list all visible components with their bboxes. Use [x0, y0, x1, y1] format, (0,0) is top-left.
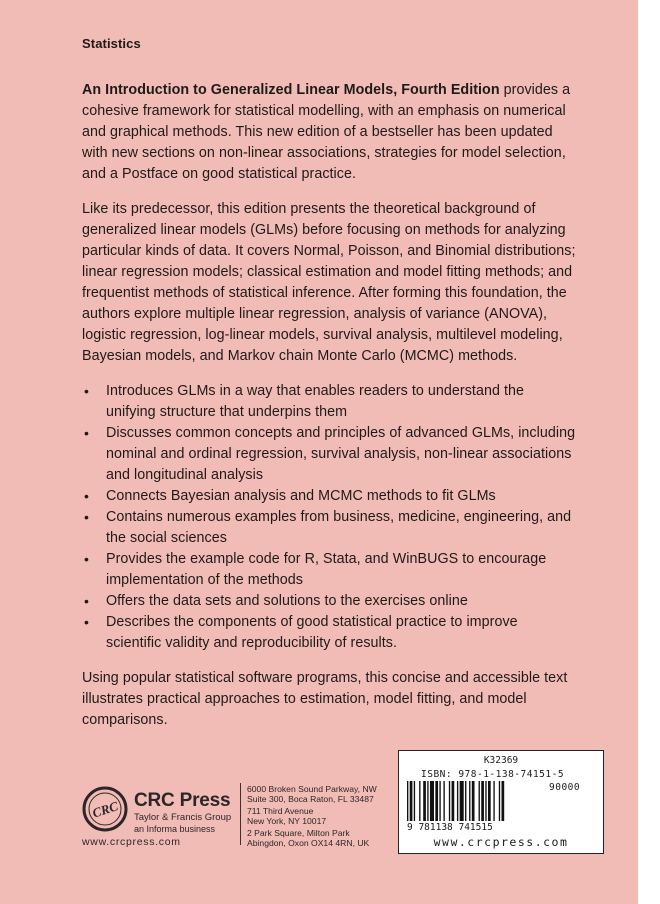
barcode-catalog-code: K32369 — [483, 755, 519, 766]
feature-item: • Contains numerous examples from business, medicine, engineering, and the social sciences — [82, 507, 576, 549]
publisher-url: www.crcpress.com — [82, 836, 181, 848]
barcode-bar — [485, 781, 486, 821]
publisher-divider — [240, 783, 241, 845]
feature-item: • Offers the data sets and solutions to the exercises online — [82, 591, 576, 612]
barcode-price-code: 90000 — [549, 782, 581, 793]
barcode-bar — [499, 781, 500, 821]
barcode-bar — [430, 781, 434, 821]
address-line: Abingdon, Oxon OX14 4RN, UK — [247, 838, 370, 848]
barcode-bar — [493, 781, 494, 821]
book-title: An Introduction to Generalized Linear Models, Fourth Edition — [82, 82, 500, 98]
feature-item: • Introduces GLMs in a way that enables readers to understand the unifying structure that underpins them — [82, 381, 576, 423]
barcode-bar — [414, 781, 415, 821]
publisher-block — [82, 778, 237, 850]
barcode-bar — [419, 781, 420, 821]
feature-item: • Describes the components of good statistical practice to improve scientific validity and reproducibility of results. — [82, 612, 576, 654]
logo-text: CRC — [90, 798, 120, 821]
category-label: Statistics — [82, 36, 141, 51]
barcode-bar — [449, 781, 450, 821]
crc-logo-icon — [82, 786, 128, 832]
address-line: 6000 Broken Sound Parkway, NW — [247, 784, 377, 794]
address-block — [247, 784, 377, 804]
address-line: Suite 300, Boca Raton, FL 33487 — [247, 794, 374, 804]
barcode-bar — [423, 781, 426, 821]
barcode-bar — [427, 781, 428, 821]
barcode-bar — [452, 781, 455, 821]
barcode-bar — [481, 781, 484, 821]
publisher-addresses — [247, 784, 377, 850]
address-block — [247, 806, 377, 826]
publisher-name: CRC Press — [134, 790, 231, 811]
barcode-url: www.crcpress.com — [433, 835, 569, 849]
barcode-bar — [457, 781, 458, 821]
barcode-digits: 9 781138 741515 — [407, 822, 493, 833]
publisher-group: Taylor & Francis Group — [134, 812, 232, 823]
barcode-bar — [407, 781, 408, 821]
barcode-bar — [460, 781, 464, 821]
paragraph-2: Like its predecessor, this edition presents the theoretical background of generalized linear models (GLMs) before focusing on methods for analyzing particular kinds of data. It covers Normal, Poisson, and Binomial distributions; linear regression models; classical estimation and model fitting methods; and frequentist methods of statistical inference. After forming this foundation, the authors explore multiple linear regression, analysis of variance (ANOVA), logistic regression, log-linear models, survival analysis, multilevel modeling, Bayesian models, and Markov chain Monte Carlo (MCMC) methods. — [82, 201, 576, 364]
feature-list — [82, 381, 576, 654]
barcode-bar — [439, 781, 440, 821]
address-line: 711 Third Avenue — [247, 806, 314, 816]
paragraph-3: Using popular statistical software programs, this concise and accessible text illustrates practical approaches to estimation, model fitting, and model comparisons. — [82, 670, 568, 728]
address-line: New York, NY 10017 — [247, 816, 327, 826]
feature-item: • Discusses common concepts and principles of advanced GLMs, including nominal and ordinal regression, survival analysis, non-linear associations and longitudinal analysis — [82, 423, 576, 486]
barcode-bar — [488, 781, 491, 821]
barcode-bar — [479, 781, 480, 821]
barcode-bar — [410, 781, 413, 821]
feature-item: • Provides the example code for R, Stata, and WinBUGS to encourage implementation of the methods — [82, 549, 576, 591]
barcode-bar — [472, 781, 475, 821]
barcode-bars — [407, 781, 547, 821]
address-line: 2 Park Square, Milton Park — [247, 828, 350, 838]
barcode-bar — [465, 781, 466, 821]
barcode-box — [398, 750, 604, 854]
barcode-isbn: ISBN: 978-1-138-74151-5 — [421, 769, 565, 780]
barcode-bar — [469, 781, 470, 821]
barcode-bar — [502, 781, 505, 821]
barcode-bar — [435, 781, 438, 821]
address-block — [247, 828, 377, 848]
feature-item: • Connects Bayesian analysis and MCMC methods to fit GLMs — [82, 486, 576, 507]
barcode-bar — [443, 781, 444, 821]
intro-text: provides a cohesive framework for statistical modelling, with an emphasis on numerical and graphical methods. This new edition of a bestseller has been updated with new sections on non-linear associations, strategies for model selection, and a Postface on good statistical practice. — [82, 82, 571, 182]
description — [82, 80, 576, 745]
intro-paragraph — [82, 80, 576, 185]
publisher-informa: an Informa business — [134, 824, 216, 834]
